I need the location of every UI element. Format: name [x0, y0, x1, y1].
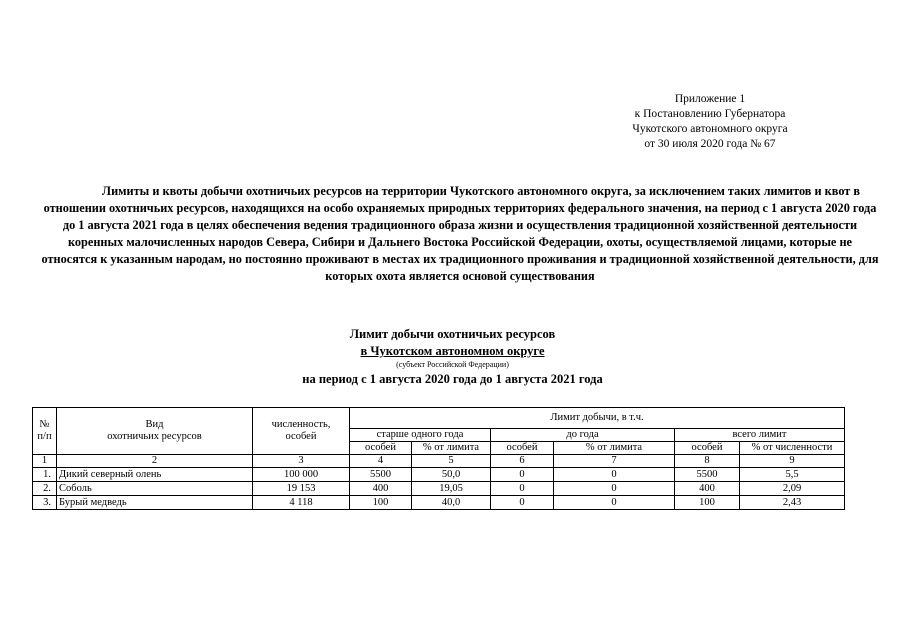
total-limit-count: 400 — [675, 482, 740, 496]
population-value: 4 118 — [253, 496, 350, 510]
header-num: № п/п — [33, 408, 57, 455]
species-name: Бурый медведь — [57, 496, 253, 510]
header-pct-limit: % от лимита — [554, 442, 675, 455]
over-one-year-pct: 40,0 — [412, 496, 491, 510]
species-name: Дикий северный олень — [57, 468, 253, 482]
over-one-year-count: 100 — [350, 496, 412, 510]
appendix-reference: к Постановлению Губернатора — [634, 108, 786, 120]
column-number: 6 — [491, 455, 554, 468]
header-individuals: особей — [675, 442, 740, 455]
under-one-year-pct: 0 — [554, 468, 675, 482]
total-limit-pct: 5,5 — [740, 468, 845, 482]
row-number: 3. — [33, 496, 57, 510]
header-population: численность, особей — [253, 408, 350, 455]
column-number: 8 — [675, 455, 740, 468]
table-row — [33, 482, 845, 496]
total-limit-pct: 2,09 — [740, 482, 845, 496]
column-number: 9 — [740, 455, 845, 468]
header-pct-population: % от численности — [740, 442, 845, 455]
appendix-title: Приложение 1 — [674, 93, 746, 105]
under-one-year-count: 0 — [491, 496, 554, 510]
header-under-one-year: до года — [491, 429, 675, 442]
over-one-year-pct: 50,0 — [412, 468, 491, 482]
total-limit-count: 5500 — [675, 468, 740, 482]
table-title-block — [0, 326, 905, 388]
under-one-year-count: 0 — [491, 482, 554, 496]
column-number: 5 — [412, 455, 491, 468]
species-name: Соболь — [57, 482, 253, 496]
header-species: Вид охотничьих ресурсов — [57, 408, 253, 455]
total-limit-count: 100 — [675, 496, 740, 510]
population-value: 19 153 — [253, 482, 350, 496]
over-one-year-count: 400 — [350, 482, 412, 496]
column-number-row — [33, 455, 845, 468]
header-individuals: особей — [491, 442, 554, 455]
limits-table — [32, 407, 845, 510]
column-number: 7 — [554, 455, 675, 468]
table-row — [33, 496, 845, 510]
header-pct-limit: % от лимита — [412, 442, 491, 455]
over-one-year-pct: 19,05 — [412, 482, 491, 496]
document-heading-text: Лимиты и квоты добычи охотничьих ресурсов на территории Чукотского автономного округа, за исключением таких лимитов и квот в отношении охотничьих ресурсов, находящихся на особо охраняемых природных территориях федерального значения, на период с 1 августа 2020 года до 1 августа 2021 года в целях обеспечения ведения традиционного образа жизни и осуществления традиционной хозяйственной деятельности коренных малочисленных народов Севера, Сибири и Дальнего Востока Российской Федерации, охоты, осуществляемой лицами, которые не относятся к указанным народам, но постоянно проживают в местах их традиционного проживания и традиционной хозяйственной деятельности, для которых охота является основой существования — [41, 184, 879, 283]
over-one-year-count: 5500 — [350, 468, 412, 482]
header-over-one-year: старше одного года — [350, 429, 491, 442]
document-heading — [40, 183, 880, 285]
appendix-date: от 30 июля 2020 года № 67 — [644, 138, 776, 150]
header-limit-group: Лимит добычи, в т.ч. — [350, 408, 845, 429]
column-number: 3 — [253, 455, 350, 468]
table-region-caption: (субъект Российской Федерации) — [396, 360, 509, 369]
appendix-block — [590, 92, 830, 152]
total-limit-pct: 2,43 — [740, 496, 845, 510]
under-one-year-pct: 0 — [554, 496, 675, 510]
header-individuals: особей — [350, 442, 412, 455]
under-one-year-pct: 0 — [554, 482, 675, 496]
header-total: всего лимит — [675, 429, 845, 442]
row-number: 1. — [33, 468, 57, 482]
table-title: Лимит добычи охотничьих ресурсов — [349, 327, 556, 341]
appendix-region: Чукотского автономного округа — [632, 123, 788, 135]
table-row — [33, 468, 845, 482]
table-period: на период с 1 августа 2020 года до 1 августа 2021 года — [302, 372, 603, 386]
column-number: 4 — [350, 455, 412, 468]
column-number: 1 — [33, 455, 57, 468]
table-region: в Чукотском автономном округе — [360, 344, 545, 358]
row-number: 2. — [33, 482, 57, 496]
column-number: 2 — [57, 455, 253, 468]
under-one-year-count: 0 — [491, 468, 554, 482]
population-value: 100 000 — [253, 468, 350, 482]
